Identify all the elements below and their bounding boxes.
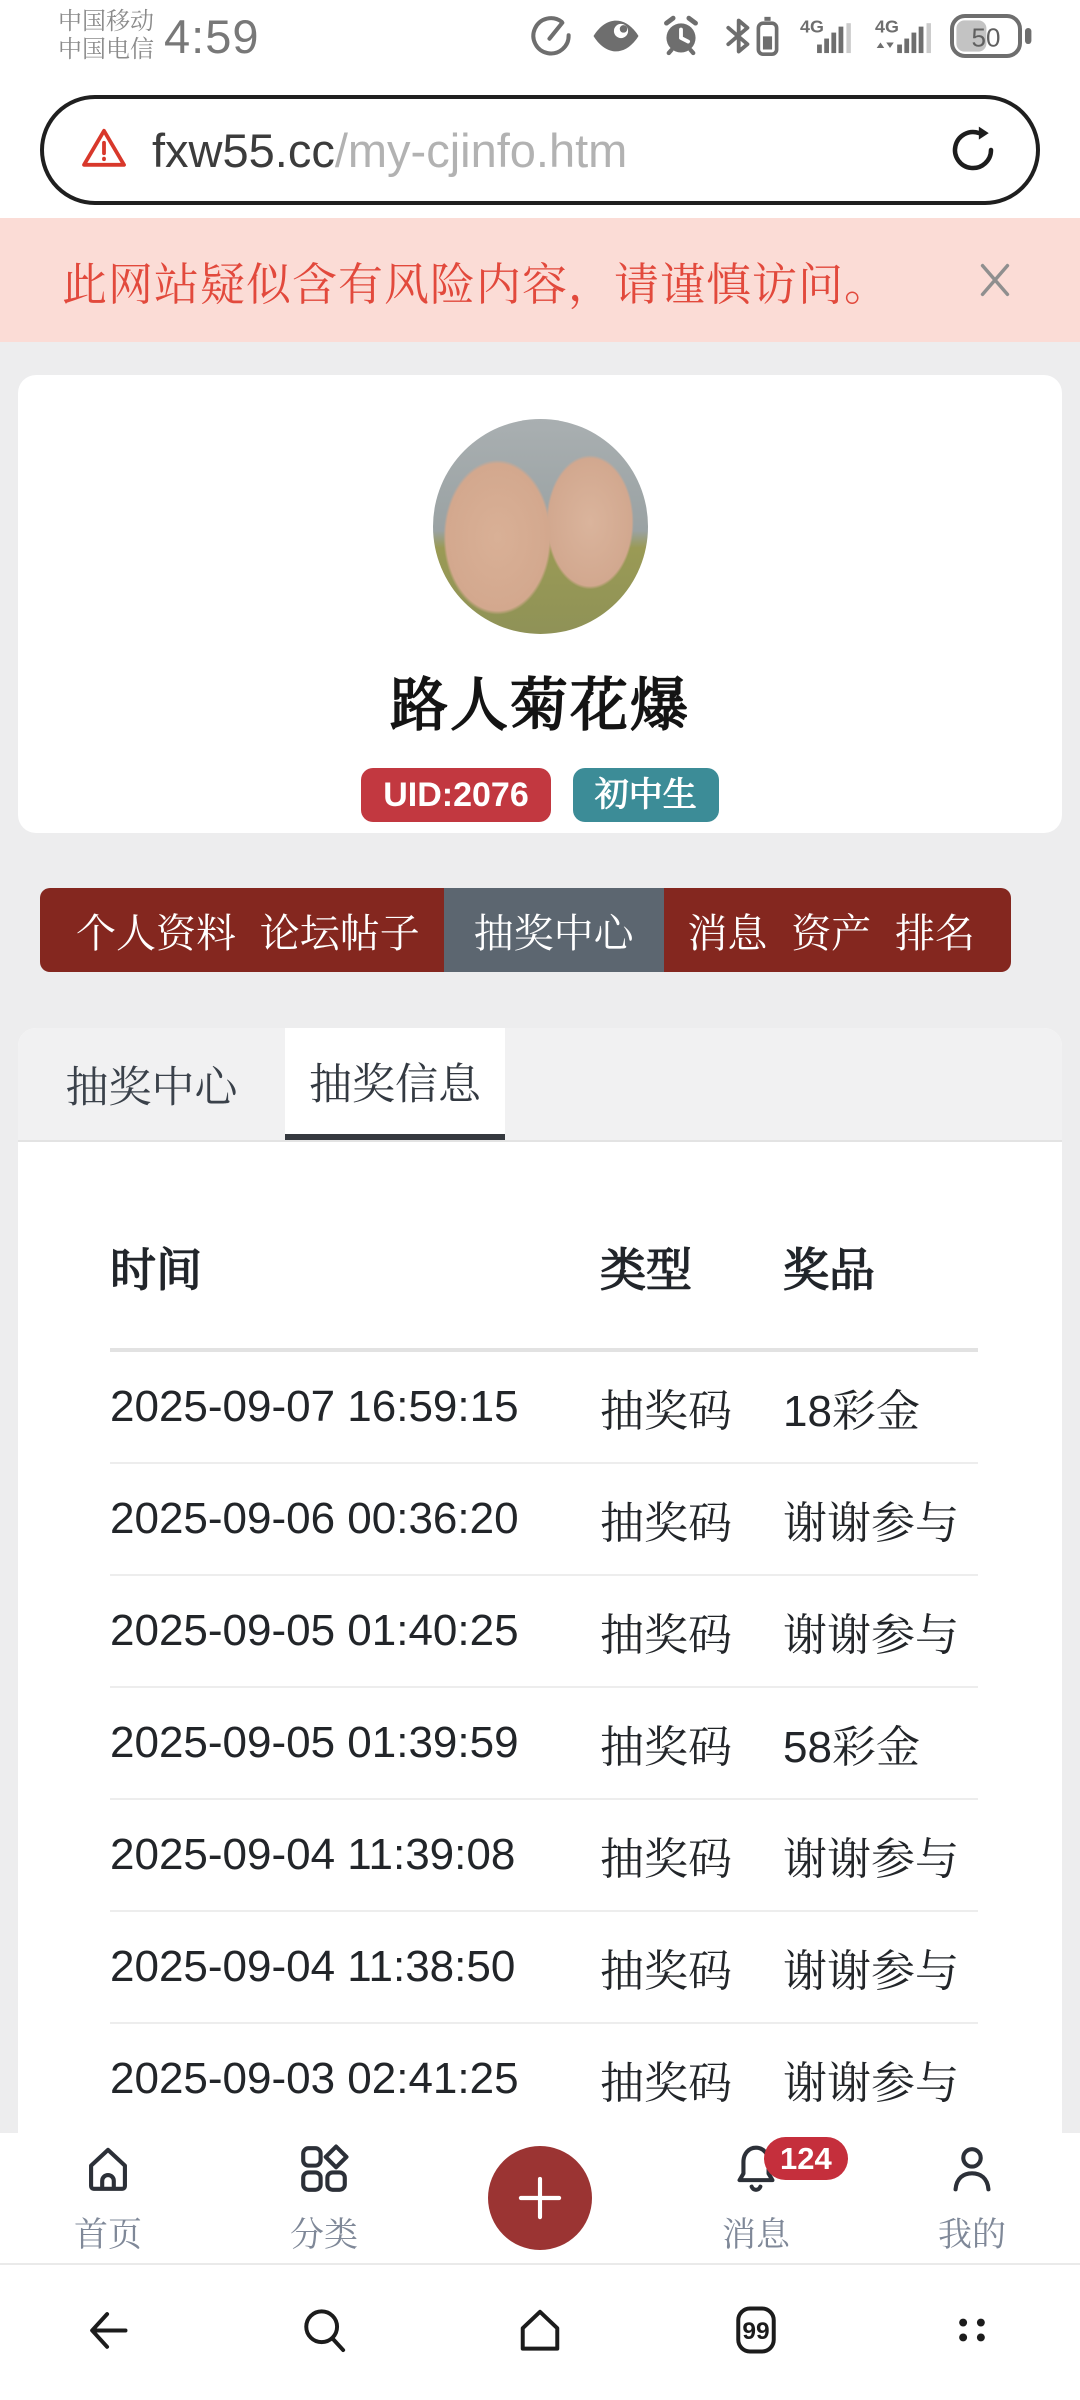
cell-time: 2025-09-03 02:41:25: [110, 2054, 519, 2103]
carrier-2: 中国电信: [58, 36, 154, 63]
nav-category-label: 分类: [290, 2216, 358, 2254]
table-row: [110, 1352, 978, 1464]
search-icon: [296, 2302, 352, 2363]
cell-prize: 谢谢参与: [783, 1499, 959, 1548]
table-row: [110, 1464, 978, 1576]
nav-mine-label: 我的: [938, 2216, 1006, 2254]
clock: 4:59: [164, 9, 260, 63]
cell-time: 2025-09-05 01:39:59: [110, 1718, 519, 1767]
badges-row: [18, 768, 1062, 822]
tab-count-icon: [728, 2302, 784, 2363]
cell-type: 抽奖码: [600, 1947, 732, 1996]
header-type: 类型: [600, 1244, 692, 1296]
cell-time: 2025-09-06 00:36:20: [110, 1494, 519, 1543]
cell-prize: 谢谢参与: [783, 1947, 959, 1996]
category-grid-icon: [295, 2140, 353, 2198]
cell-type: 抽奖码: [600, 1835, 732, 1884]
profile-nav: [40, 888, 1011, 972]
svg-text:4G: 4G: [875, 16, 899, 37]
avatar[interactable]: [433, 419, 648, 634]
home-icon: [79, 2140, 137, 2198]
tab-lottery-info[interactable]: 抽奖信息: [285, 1028, 505, 1140]
url-text: [152, 123, 627, 178]
nav-messages[interactable]: [648, 2133, 864, 2263]
table-header: [110, 1238, 978, 1352]
signal-4g-icon: [800, 15, 858, 57]
lottery-table: [18, 1238, 1062, 2133]
signal-4g-secondary-icon: [875, 15, 933, 57]
nav-item-ranking[interactable]: 排名: [894, 911, 975, 956]
back-arrow-icon: [80, 2302, 136, 2363]
cell-time: 2025-09-04 11:39:08: [110, 1830, 516, 1879]
cell-prize: 谢谢参与: [783, 1835, 959, 1884]
browser-menu-button[interactable]: [864, 2302, 1080, 2363]
cell-time: 2025-09-04 11:38:50: [110, 1942, 516, 1991]
cell-type: 抽奖码: [600, 2059, 732, 2108]
svg-text:4G: 4G: [800, 16, 824, 37]
site-warning-icon: [80, 124, 128, 177]
status-icons: [528, 13, 1032, 59]
profile-card: [18, 375, 1062, 833]
cell-prize: 谢谢参与: [783, 2059, 959, 2108]
tab-strip: [18, 1028, 1062, 1142]
risk-warning-text: 此网站疑似含有风险内容，请谨慎访问。: [62, 258, 891, 310]
message-count-badge: 124: [764, 2137, 848, 2180]
close-banner-button[interactable]: [972, 257, 1018, 303]
browser-back-button[interactable]: [0, 2302, 216, 2363]
table-row: [110, 1800, 978, 1912]
status-bar: [0, 0, 1080, 64]
nav-item-lottery-center[interactable]: 抽奖中心: [444, 888, 664, 972]
table-row: [110, 1688, 978, 1800]
app-bottom-nav: [0, 2133, 1080, 2263]
cell-type: 抽奖码: [600, 1387, 732, 1436]
uid-badge: UID:2076: [361, 768, 551, 822]
address-bar[interactable]: [40, 95, 1040, 205]
table-row: [110, 1912, 978, 2024]
level-badge: 初中生: [573, 768, 719, 822]
cell-type: 抽奖码: [600, 1611, 732, 1660]
refresh-button[interactable]: [946, 123, 1000, 177]
nav-mine[interactable]: [864, 2133, 1080, 2263]
url-path: /my-cjinfo.htm: [334, 123, 628, 177]
nav-post-button[interactable]: [432, 2133, 648, 2263]
header-time: 时间: [110, 1244, 202, 1296]
battery-icon: [950, 14, 1032, 58]
nav-category[interactable]: [216, 2133, 432, 2263]
nav-item-profile[interactable]: 个人资料: [76, 911, 236, 956]
nav-home-label: 首页: [74, 2216, 142, 2254]
eye-icon: [591, 15, 641, 57]
table-row: [110, 1576, 978, 1688]
plus-button[interactable]: [488, 2146, 592, 2250]
nav-item-assets[interactable]: 资产: [791, 911, 872, 956]
nav-messages-label: 消息: [722, 2216, 790, 2254]
browser-bottom-bar: [0, 2263, 1080, 2400]
svg-text:50: 50: [971, 22, 1001, 53]
data-saver-icon: [528, 13, 574, 59]
cell-prize: 58彩金: [783, 1723, 920, 1772]
alarm-icon: [658, 13, 704, 59]
browser-tabs-button[interactable]: [648, 2302, 864, 2363]
cell-time: 2025-09-07 16:59:15: [110, 1382, 519, 1431]
menu-dots-icon: [944, 2302, 1000, 2363]
url-domain: fxw55.cc: [152, 123, 335, 177]
browser-home-icon: [512, 2302, 568, 2363]
svg-text:99: 99: [742, 2317, 770, 2345]
carrier-names: [58, 8, 154, 64]
person-icon: [943, 2140, 1001, 2198]
table-row: [110, 2024, 978, 2133]
cell-prize: 18彩金: [783, 1387, 920, 1436]
cell-type: 抽奖码: [600, 1499, 732, 1548]
bluetooth-device-icon: [721, 14, 783, 58]
username: 路人菊花爆: [389, 673, 690, 738]
cell-time: 2025-09-05 01:40:25: [110, 1606, 519, 1655]
browser-home-button[interactable]: [432, 2302, 648, 2363]
nav-home[interactable]: [0, 2133, 216, 2263]
nav-item-forum-posts[interactable]: 论坛帖子: [259, 911, 420, 956]
risk-warning-banner: [0, 218, 1080, 342]
carrier-1: 中国移动: [58, 8, 154, 35]
lottery-card: [18, 1028, 1062, 2133]
tab-lottery-center[interactable]: 抽奖中心: [65, 1063, 238, 1112]
cell-type: 抽奖码: [600, 1723, 732, 1772]
browser-search-button[interactable]: [216, 2302, 432, 2363]
nav-item-messages[interactable]: 消息: [687, 911, 768, 956]
cell-prize: 谢谢参与: [783, 1611, 959, 1660]
header-prize: 奖品: [783, 1244, 875, 1296]
